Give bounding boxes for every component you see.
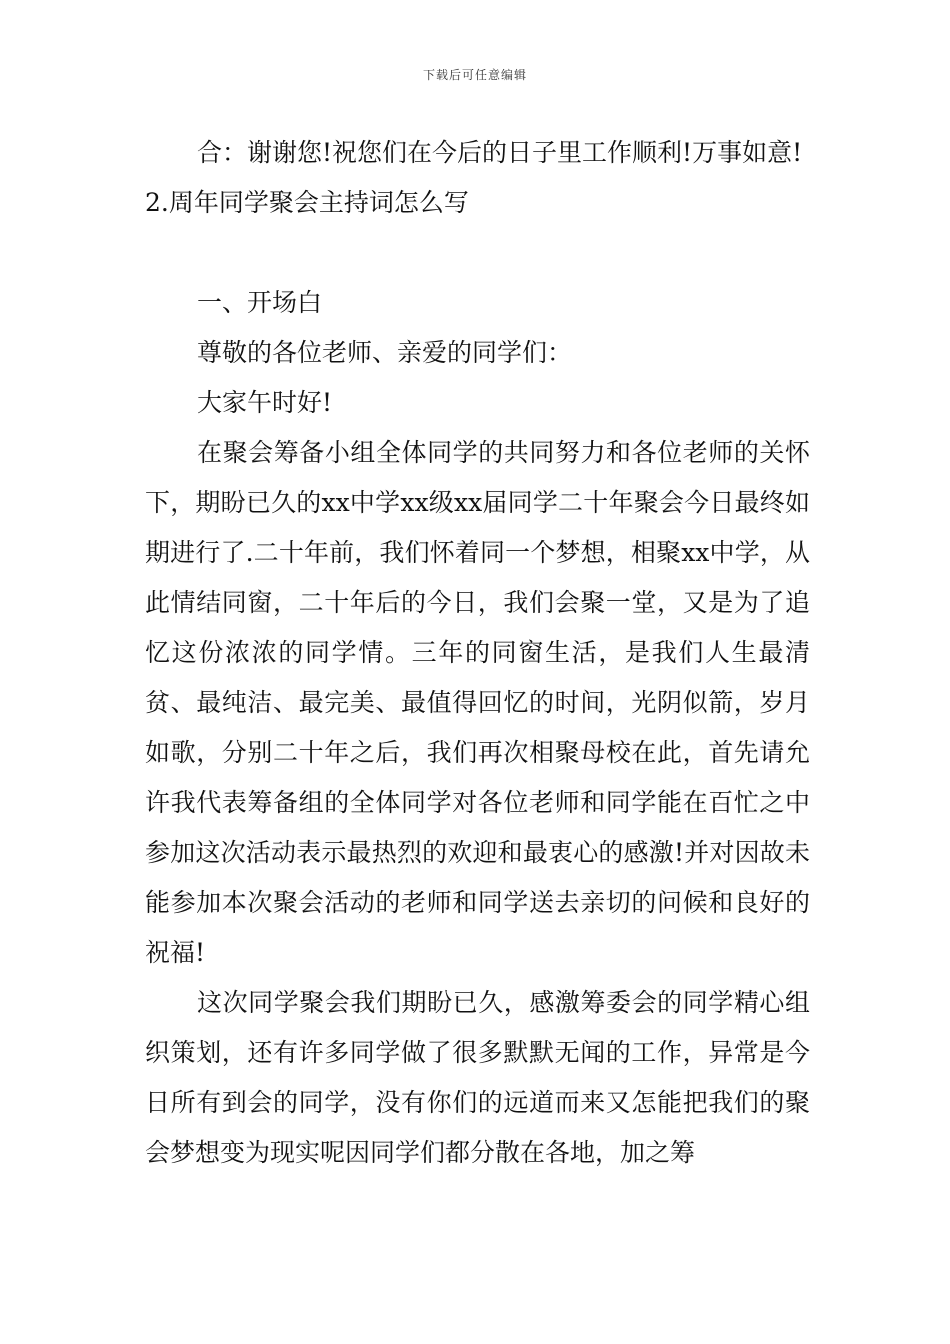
paragraph-1: 在聚会筹备小组全体同学的共同努力和各位老师的关怀下，期盼已久的xx中学xx级xx届同学二十年聚会今日最终如期进行了.二十年前，我们怀着同一个梦想，相聚xx中学，从此情结同窗，二十年后的今日，我们会聚一堂，又是为了追忆这份浓浓的同学情。三年的同窗生活，是我们人生最清贫、最纯洁、最完美、最值得回忆的时间，光阴似箭，岁月如歌，分别二十年之后，我们再次相聚母校在此，首先请允许我代表筹备组的全体同学对各位老师和同学能在百忙之中参加这次活动表示最热烈的欢迎和最衷心的感激!并对因故未能参加本次聚会活动的老师和同学送去亲切的问候和良好的祝福! <box>145 438 810 967</box>
greeting: 大家午时好! <box>197 388 333 417</box>
paragraph-2: 这次同学聚会我们期盼已久，感激筹委会的同学精心组织策划，还有许多同学做了很多默默无闻的工作，异常是今日所有到会的同学，没有你们的远道而来又怎能把我们的聚会梦想变为现实呢因同学们都分散在各地，加之筹 <box>145 988 810 1167</box>
page-header-note: 下载后可任意编辑 <box>422 68 527 82</box>
blank-line <box>145 228 810 278</box>
salutation: 尊敬的各位老师、亲爱的同学们： <box>197 338 573 367</box>
document-body <box>145 128 810 1178</box>
section-title: 2.周年同学聚会主持词怎么写 <box>145 188 469 217</box>
closing-line: 合：谢谢您!祝您们在今后的日子里工作顺利!万事如意! <box>197 138 803 167</box>
subheading: 一、开场白 <box>197 288 323 317</box>
